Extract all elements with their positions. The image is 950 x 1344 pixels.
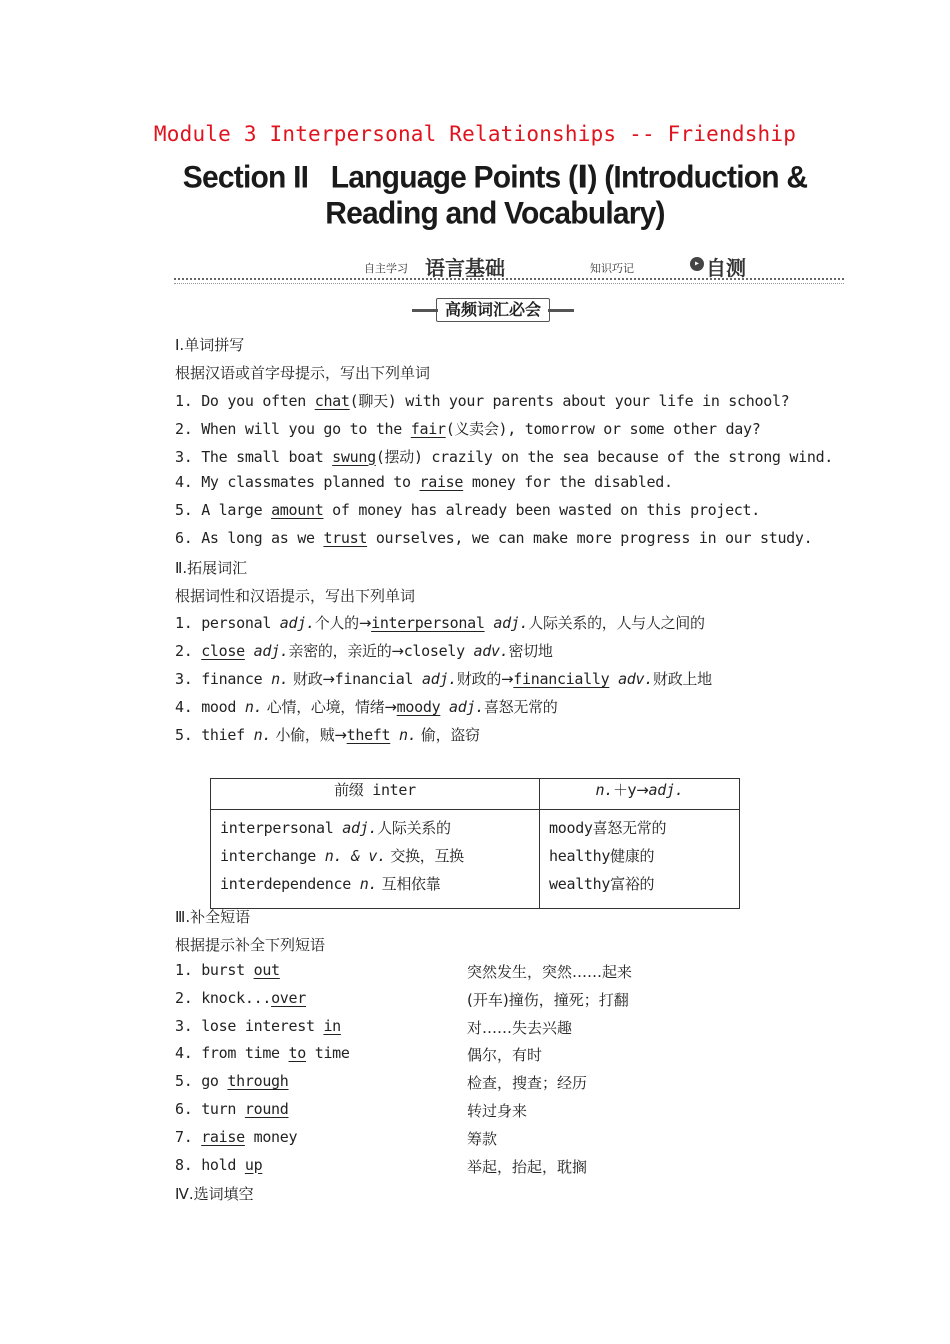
banner-left-label: 自主学习 [364,262,408,275]
vocab-heading: 高频词汇必会 [436,298,550,322]
part3-item-4: 4. from time to time [175,1044,350,1063]
part3-heading: Ⅲ.补全短语 [175,908,251,926]
table-row: healthy健康的 [549,847,655,865]
part2-heading: Ⅱ.拓展词汇 [175,559,248,577]
answer-blank: raise [419,473,464,492]
part2-item-2: 2. close adj.亲密的，亲近的→closely adv.密切地 [175,642,553,660]
answer-blank: swung [332,447,376,466]
part2-item-4: 4. mood n. 心情，心境，情绪→moody adj.喜怒无常的 [175,698,558,716]
part1-item-4: 4. My classmates planned to raise money for the disabled. [175,473,673,492]
part3-meaning-3: 对……失去兴趣 [467,1018,573,1037]
table-header-left: 前缀 inter [211,779,540,810]
part3-meaning-1: 突然发生，突然……起来 [467,963,633,981]
part1-item-5: 5. A large amount of money has already been wasted on this project. [175,501,760,520]
part1-item-1: 1. Do you often chat(聊天) with your parents about your life in school? [175,392,790,410]
part1-item-3: 3. The small boat swung(摆动) crazily on the sea because of the strong wind. [175,447,834,466]
table-row: interchange n. & v. 交换，互换 [220,847,464,865]
answer-blank: trust [323,529,368,547]
part3-instruction: 根据提示补全下列短语 [175,936,326,954]
banner-divider-secondary [174,283,844,284]
answer-blank: close [201,642,245,660]
part1-heading: Ⅰ.单词拼写 [175,336,245,354]
answer-blank: chat [314,392,350,410]
part1-instruction: 根据汉语或首字母提示，写出下列单词 [175,364,431,382]
module-title: Module 3 Interpersonal Relationships -- Friendship [153,122,797,146]
part4-heading: Ⅳ.选词填空 [175,1185,254,1203]
part3-item-3: 3. lose interest in [175,1016,341,1035]
answer-blank: financially [513,670,610,688]
banner-main-left: 语言基础 [425,256,505,280]
part2-item-1: 1. personal adj.个人的→interpersonal adj.人际关系的，人与人之间的 [175,614,705,632]
part3-meaning-5: 检查，搜查；经历 [467,1074,588,1093]
answer-blank: to [288,1044,306,1063]
arrow-right-icon: ▸ [690,257,704,271]
heading-line-left [412,309,438,312]
part3-item-8: 8. hold up [175,1155,263,1174]
part2-instruction: 根据词性和汉语提示，写出下列单词 [175,587,416,605]
vocab-heading-box [412,298,574,322]
part3-meaning-2: (开车)撞伤，撞死；打翻 [467,990,629,1009]
part3-item-2: 2. knock...over [175,988,306,1007]
table-row: interdependence n. 互相依靠 [220,875,441,893]
part3-item-5: 5. go through [175,1072,289,1091]
part3-meaning-6: 转过身来 [467,1102,528,1120]
answer-blank: theft [346,726,391,744]
section-banner [174,252,844,280]
banner-main-right: 自测 [706,256,746,280]
part3-meaning-4: 偶尔，有时 [467,1046,543,1065]
section-title-line1: Section II Language Points (Ⅰ) (Introduction & [182,160,808,195]
table-row: wealthy富裕的 [549,875,655,893]
answer-blank: through [227,1072,289,1091]
part2-item-5: 5. thief n. 小偷，贼→theft n. 偷，盗窃 [175,726,480,744]
part3-item-7: 7. raise money [175,1127,298,1146]
banner-divider [174,278,844,280]
table-row: moody喜怒无常的 [549,819,667,837]
answer-blank: out [253,961,280,979]
answer-blank: in [323,1016,341,1035]
table-cell-left [211,810,540,909]
section-title-line2: Reading and Vocabulary) [325,196,665,231]
word-formation-table [210,778,740,909]
answer-blank: raise [201,1127,245,1146]
part1-item-2: 2. When will you go to the fair(义卖会), tomorrow or some other day? [175,419,761,438]
part2-item-3: 3. finance n. 财政→financial adj.财政的→financially adv.财政上地 [175,670,712,688]
answer-blank: fair [410,419,446,438]
heading-line-right [548,309,574,312]
answer-blank: up [244,1155,263,1174]
banner-right-text: 知识巧记 [590,262,634,275]
answer-blank: amount [271,501,324,520]
answer-blank: round [244,1100,289,1118]
table-row: interpersonal adj.人际关系的 [220,819,451,837]
table-cell-right [540,810,740,909]
answer-blank: moody [396,698,441,716]
part1-item-6: 6. As long as we trust ourselves, we can make more progress in our study. [175,529,813,547]
part3-item-1: 1. burst out [175,961,280,979]
part3-meaning-8: 举起，抬起，耽搁 [467,1157,588,1176]
section-title [150,160,840,231]
answer-blank: over [271,988,306,1007]
part3-item-6: 6. turn round [175,1100,289,1118]
answer-blank: interpersonal [371,614,485,632]
part3-meaning-7: 筹款 [467,1129,498,1148]
table-header-right: n.＋y→adj. [540,779,740,810]
